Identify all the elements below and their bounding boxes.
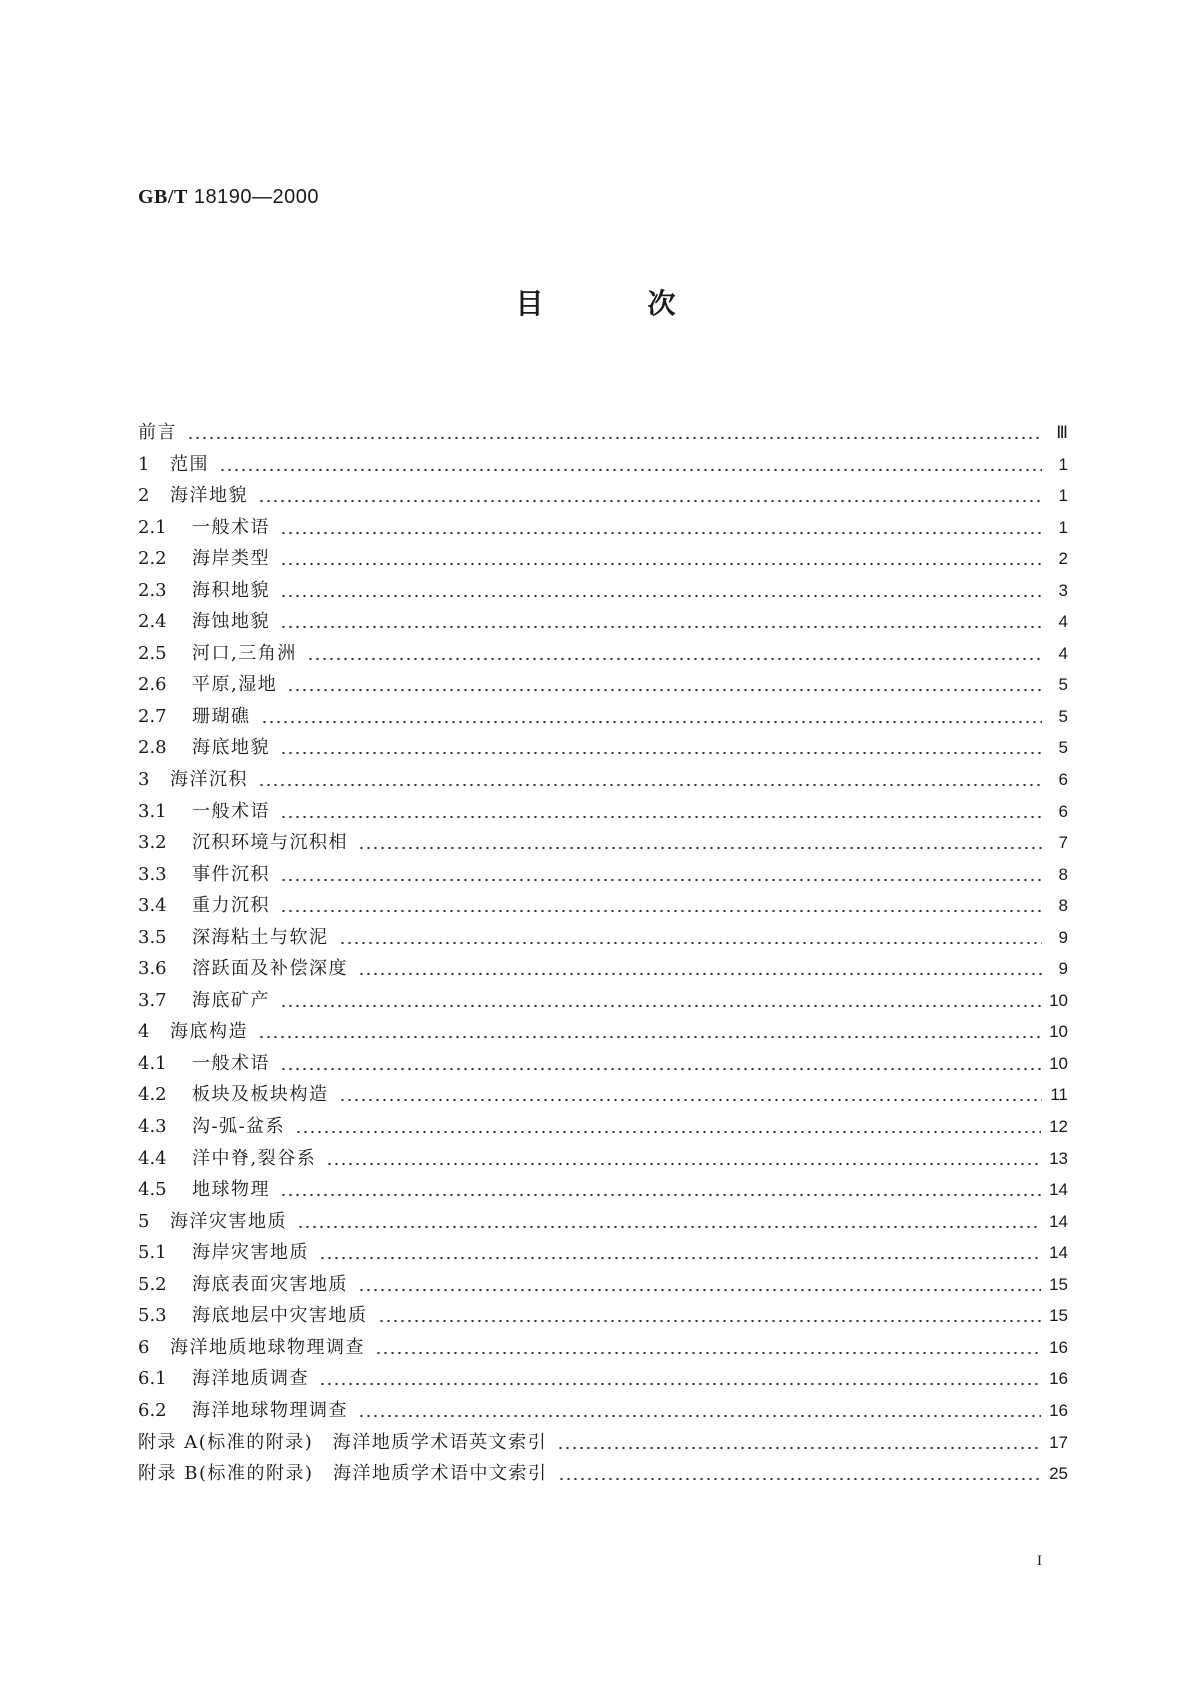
toc-dot-leader bbox=[280, 580, 1042, 598]
toc-entry-label: 海蚀地貌 bbox=[192, 611, 270, 633]
standard-code-prefix: GB/T bbox=[138, 186, 188, 208]
toc-entry-page: 14 bbox=[1049, 1211, 1068, 1231]
table-of-contents bbox=[138, 418, 1068, 1491]
toc-dot-leader bbox=[219, 454, 1042, 472]
toc-entry-page: 5 bbox=[1058, 738, 1068, 758]
toc-entry-page: 7 bbox=[1058, 833, 1068, 853]
toc-entry-label: 海洋地球物理调查 bbox=[192, 1399, 348, 1421]
toc-dot-leader bbox=[297, 1211, 1041, 1229]
toc-entry-page: 16 bbox=[1049, 1337, 1068, 1357]
toc-entry-number: 6.1 bbox=[138, 1368, 167, 1390]
toc-entry[interactable] bbox=[138, 828, 1068, 860]
toc-entry[interactable] bbox=[138, 860, 1068, 892]
toc-entry[interactable] bbox=[138, 450, 1068, 482]
toc-dot-leader bbox=[261, 706, 1043, 724]
toc-dot-leader bbox=[280, 517, 1042, 535]
toc-entry[interactable] bbox=[138, 1144, 1068, 1176]
toc-entry-label: 洋中脊,裂谷系 bbox=[192, 1147, 317, 1169]
toc-dot-leader bbox=[258, 1021, 1041, 1039]
toc-dot-leader bbox=[187, 422, 1042, 440]
toc-dot-leader bbox=[319, 1368, 1041, 1386]
toc-entry-page: 2 bbox=[1058, 549, 1068, 569]
toc-dot-leader bbox=[287, 674, 1042, 692]
toc-entry-page: 4 bbox=[1058, 612, 1068, 632]
toc-entry[interactable] bbox=[138, 1238, 1068, 1270]
toc-entry-page: 25 bbox=[1049, 1464, 1068, 1484]
toc-entry-label: 海洋地质地球物理调查 bbox=[170, 1336, 365, 1358]
toc-entry[interactable] bbox=[138, 954, 1068, 986]
toc-entry[interactable] bbox=[138, 1333, 1068, 1365]
toc-entry-page: 16 bbox=[1049, 1369, 1068, 1389]
toc-entry-page: 10 bbox=[1049, 990, 1068, 1010]
toc-entry-number: 4.1 bbox=[138, 1052, 167, 1074]
toc-dot-leader bbox=[258, 769, 1042, 787]
toc-dot-leader bbox=[339, 927, 1043, 945]
toc-entry-label: 事件沉积 bbox=[192, 863, 270, 885]
toc-entry-label: 海积地貌 bbox=[192, 579, 270, 601]
toc-entry-number: 4.5 bbox=[138, 1179, 167, 1201]
toc-entry-label: 海底矿产 bbox=[192, 989, 270, 1011]
toc-dot-leader bbox=[557, 1432, 1041, 1450]
toc-entry[interactable] bbox=[138, 1396, 1068, 1428]
toc-entry-number: 4 bbox=[138, 1021, 150, 1043]
toc-entry[interactable] bbox=[138, 765, 1068, 797]
standard-code-number: 18190—2000 bbox=[187, 186, 319, 208]
toc-entry[interactable] bbox=[138, 1459, 1068, 1491]
toc-entry-number: 2.7 bbox=[138, 705, 167, 727]
toc-entry-number: 2.1 bbox=[138, 516, 167, 538]
toc-entry-page: 14 bbox=[1049, 1243, 1068, 1263]
toc-entry-label: 沉积环境与沉积相 bbox=[192, 832, 348, 854]
toc-dot-leader bbox=[558, 1463, 1042, 1481]
toc-entry-number: 2.8 bbox=[138, 737, 167, 759]
toc-entry-label: 海洋地质调查 bbox=[192, 1368, 309, 1390]
toc-entry-number: 2.5 bbox=[138, 642, 167, 664]
toc-dot-leader bbox=[378, 1305, 1042, 1323]
toc-dot-leader bbox=[280, 895, 1042, 913]
page-title-left: 目 bbox=[515, 287, 544, 320]
toc-entry-number: 5.2 bbox=[138, 1273, 167, 1295]
toc-entry-number: 5 bbox=[138, 1210, 150, 1232]
toc-entry-number: 5.3 bbox=[138, 1305, 167, 1327]
toc-dot-leader bbox=[258, 485, 1042, 503]
toc-dot-leader bbox=[280, 864, 1042, 882]
toc-entry-label: 附录 B(标准的附录) 海洋地质学术语中文索引 bbox=[138, 1463, 548, 1485]
footer-page-number: I bbox=[1037, 1553, 1042, 1569]
toc-entry-number: 3.4 bbox=[138, 895, 167, 917]
toc-entry-page: 15 bbox=[1049, 1306, 1068, 1326]
toc-dot-leader bbox=[280, 1053, 1041, 1071]
toc-dot-leader bbox=[280, 801, 1042, 819]
toc-entry-label: 范围 bbox=[170, 453, 209, 475]
toc-entry[interactable] bbox=[138, 702, 1068, 734]
toc-entry-page: 6 bbox=[1058, 801, 1068, 821]
toc-entry-label: 沟-弧-盆系 bbox=[192, 1116, 286, 1138]
page-title bbox=[0, 282, 1191, 322]
toc-entry-number: 4.2 bbox=[138, 1084, 167, 1106]
toc-entry[interactable] bbox=[138, 1301, 1068, 1333]
toc-entry-label: 深海粘土与软泥 bbox=[192, 926, 329, 948]
toc-entry-label: 地球物理 bbox=[192, 1179, 270, 1201]
toc-entry-label: 海底地貌 bbox=[192, 737, 270, 759]
toc-entry-number: 2 bbox=[138, 485, 150, 507]
toc-entry-page: 1 bbox=[1058, 517, 1068, 537]
toc-entry-page: 9 bbox=[1058, 927, 1068, 947]
toc-entry-page: 5 bbox=[1058, 675, 1068, 695]
toc-entry-page: 14 bbox=[1049, 1180, 1068, 1200]
toc-entry-label: 海洋沉积 bbox=[170, 769, 248, 791]
toc-entry[interactable] bbox=[138, 891, 1068, 923]
toc-entry-page: 13 bbox=[1049, 1148, 1068, 1168]
toc-dot-leader bbox=[339, 1084, 1043, 1102]
toc-entry-page: 16 bbox=[1049, 1400, 1068, 1420]
toc-entry-label: 海底地层中灾害地质 bbox=[192, 1305, 368, 1327]
toc-dot-leader bbox=[358, 958, 1042, 976]
toc-entry-page: 1 bbox=[1058, 486, 1068, 506]
toc-entry-label: 海洋灾害地质 bbox=[170, 1210, 287, 1232]
toc-entry[interactable] bbox=[138, 733, 1068, 765]
toc-entry[interactable] bbox=[138, 481, 1068, 513]
toc-entry-page: 8 bbox=[1058, 864, 1068, 884]
toc-entry-number: 4.4 bbox=[138, 1147, 167, 1169]
toc-entry-number: 5.1 bbox=[138, 1242, 167, 1264]
toc-entry-label: 重力沉积 bbox=[192, 895, 270, 917]
toc-entry-page: 9 bbox=[1058, 959, 1068, 979]
toc-entry-number: 3.7 bbox=[138, 989, 167, 1011]
toc-entry[interactable] bbox=[138, 1364, 1068, 1396]
toc-entry-page: 12 bbox=[1049, 1117, 1068, 1137]
toc-entry-page: 8 bbox=[1058, 896, 1068, 916]
toc-entry[interactable] bbox=[138, 1017, 1068, 1049]
toc-entry-number: 3 bbox=[138, 769, 150, 791]
toc-entry-page: 10 bbox=[1049, 1022, 1068, 1042]
toc-entry-number: 1 bbox=[138, 453, 150, 475]
toc-entry-number: 6 bbox=[138, 1336, 150, 1358]
toc-entry-number: 2.3 bbox=[138, 579, 167, 601]
toc-entry[interactable] bbox=[138, 1080, 1068, 1112]
toc-entry[interactable] bbox=[138, 544, 1068, 576]
standard-code bbox=[138, 186, 319, 209]
toc-entry-label: 珊瑚礁 bbox=[192, 705, 251, 727]
toc-entry-label: 河口,三角洲 bbox=[192, 642, 297, 664]
toc-entry-number: 4.3 bbox=[138, 1116, 167, 1138]
toc-entry-number: 2.4 bbox=[138, 611, 167, 633]
toc-entry-number: 6.2 bbox=[138, 1399, 167, 1421]
toc-entry-label: 一般术语 bbox=[192, 516, 270, 538]
toc-entry[interactable] bbox=[138, 418, 1068, 450]
toc-entry[interactable] bbox=[138, 1207, 1068, 1239]
toc-dot-leader bbox=[280, 548, 1042, 566]
toc-entry-number: 3.3 bbox=[138, 863, 167, 885]
toc-entry-label: 一般术语 bbox=[192, 800, 270, 822]
toc-entry[interactable] bbox=[138, 576, 1068, 608]
toc-entry[interactable] bbox=[138, 639, 1068, 671]
toc-entry[interactable] bbox=[138, 923, 1068, 955]
toc-entry-label: 平原,湿地 bbox=[192, 674, 278, 696]
toc-entry[interactable] bbox=[138, 1270, 1068, 1302]
toc-entry-label: 海底构造 bbox=[170, 1021, 248, 1043]
toc-entry-label: 附录 A(标准的附录) 海洋地质学术语英文索引 bbox=[138, 1431, 548, 1453]
toc-entry-label: 海岸灾害地质 bbox=[192, 1242, 309, 1264]
toc-entry[interactable] bbox=[138, 986, 1068, 1018]
toc-entry-number: 3.2 bbox=[138, 832, 167, 854]
toc-dot-leader bbox=[375, 1337, 1041, 1355]
toc-entry-number: 3.1 bbox=[138, 800, 167, 822]
toc-entry[interactable] bbox=[138, 1112, 1068, 1144]
toc-entry-number: 2.6 bbox=[138, 674, 167, 696]
toc-entry-label: 海岸类型 bbox=[192, 548, 270, 570]
toc-entry-page: 11 bbox=[1050, 1085, 1068, 1105]
toc-entry-page: 3 bbox=[1058, 580, 1068, 600]
toc-entry[interactable] bbox=[138, 513, 1068, 545]
toc-entry-number: 3.6 bbox=[138, 958, 167, 980]
toc-entry[interactable] bbox=[138, 1428, 1068, 1460]
toc-entry-label: 海洋地貌 bbox=[170, 485, 248, 507]
toc-entry[interactable] bbox=[138, 670, 1068, 702]
toc-entry-label: 海底表面灾害地质 bbox=[192, 1273, 348, 1295]
toc-dot-leader bbox=[295, 1116, 1041, 1134]
toc-dot-leader bbox=[280, 990, 1041, 1008]
toc-entry-page: 5 bbox=[1058, 706, 1068, 726]
toc-entry[interactable] bbox=[138, 1175, 1068, 1207]
toc-entry-page: Ⅲ bbox=[1056, 423, 1068, 442]
toc-entry[interactable] bbox=[138, 797, 1068, 829]
toc-entry-number: 3.5 bbox=[138, 926, 167, 948]
toc-entry-page: 10 bbox=[1049, 1053, 1068, 1073]
toc-entry-label: 溶跃面及补偿深度 bbox=[192, 958, 348, 980]
toc-dot-leader bbox=[280, 611, 1042, 629]
toc-entry-page: 6 bbox=[1058, 770, 1068, 790]
toc-entry-number: 2.2 bbox=[138, 548, 167, 570]
toc-entry-page: 15 bbox=[1049, 1274, 1068, 1294]
toc-dot-leader bbox=[358, 1274, 1041, 1292]
toc-entry[interactable] bbox=[138, 607, 1068, 639]
toc-entry-label: 前言 bbox=[138, 422, 177, 443]
toc-dot-leader bbox=[307, 643, 1042, 661]
toc-dot-leader bbox=[358, 832, 1042, 850]
toc-entry-page: 1 bbox=[1058, 454, 1068, 474]
page-title-right: 次 bbox=[647, 287, 676, 320]
toc-entry-page: 4 bbox=[1058, 643, 1068, 663]
toc-entry[interactable] bbox=[138, 1049, 1068, 1081]
toc-entry-page: 17 bbox=[1049, 1432, 1068, 1452]
toc-dot-leader bbox=[280, 1179, 1041, 1197]
toc-dot-leader bbox=[319, 1242, 1041, 1260]
toc-dot-leader bbox=[326, 1148, 1041, 1166]
toc-entry-label: 一般术语 bbox=[192, 1052, 270, 1074]
toc-dot-leader bbox=[280, 737, 1042, 755]
toc-entry-label: 板块及板块构造 bbox=[192, 1084, 329, 1106]
toc-dot-leader bbox=[358, 1400, 1041, 1418]
